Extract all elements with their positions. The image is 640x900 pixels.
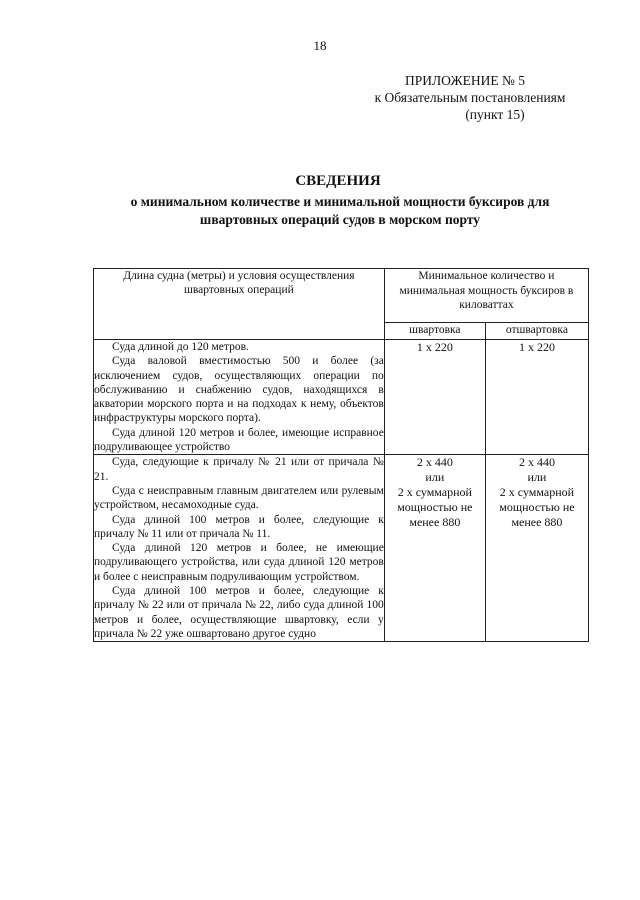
value-line: менее 880	[511, 515, 563, 530]
value-line: 2 х 440	[518, 455, 555, 470]
unmooring-value-cell	[485, 340, 588, 455]
condition-paragraph: Суда длиной до 120 метров.	[112, 341, 249, 353]
condition-paragraph: Суда длиной 120 метров и более, не имеющие подруливающего устройства, или суда длиной 120 метров и более с неисправным подруливающим устройством.	[94, 542, 384, 583]
tug-requirements-table	[93, 268, 589, 642]
appendix-clause: (пункт 15)	[465, 107, 525, 122]
condition-paragraph: Суда, следующие к причалу № 21 или от причала № 21.	[94, 456, 384, 483]
value-line: 2 х суммарной	[499, 485, 575, 500]
condition-paragraph: Суда длиной 100 метров и более, следующие к причалу № 11 или от причала № 11.	[94, 513, 384, 540]
appendix-title: ПРИЛОЖЕНИЕ № 5	[404, 73, 526, 88]
table-header-row	[94, 269, 589, 323]
value-line: 2 х 440	[416, 455, 453, 470]
document-subtitle: о минимальном количестве и минимальной мощности буксиров для швартовных операций судов в морском порту	[130, 194, 550, 227]
column-header-tug-requirements: Минимальное количество и минимальная мощность буксиров в киловаттах	[384, 269, 588, 323]
condition-paragraph: Суда длиной 100 метров и более, следующие к причалу № 22 или от причала № 22, либо суда длиной 100 метров и более, осуществляющие швартовку, если у причала № 22 уже ошвартовано другое судно	[94, 585, 384, 640]
condition-paragraph: Суда длиной 120 метров и более, имеющие исправное подруливающее устройство	[94, 426, 384, 454]
value-line: 1 х 220	[518, 340, 555, 354]
table-row	[94, 340, 589, 455]
column-header-conditions: Длина судна (метры) и условия осуществления швартовных операций	[94, 269, 385, 340]
value-line: или	[527, 470, 547, 485]
value-line: или	[425, 470, 445, 485]
condition-paragraph: Суда валовой вместимостью 500 и более (за исключением судов, осуществляющих операции по обслуживанию и снабжению судов, находящихся в акватории морского порта и на подходах к нему, объектов инфраструктуры морского порта).	[94, 355, 384, 425]
value-line: 2 х суммарной	[397, 485, 472, 500]
condition-paragraph: Суда с неисправным главным двигателем или рулевым устройством, несамоходные суда.	[94, 484, 384, 512]
conditions-cell	[94, 455, 385, 642]
table-row	[94, 455, 589, 642]
column-header-mooring: швартовка	[384, 323, 485, 340]
conditions-cell	[94, 340, 385, 455]
value-line: 1 х 220	[416, 340, 453, 354]
mooring-value-cell	[384, 455, 485, 642]
value-line: менее 880	[409, 515, 461, 530]
appendix-reference: к Обязательным постановлениям	[374, 90, 566, 105]
column-header-unmooring: отшвартовка	[485, 323, 588, 340]
page-number: 18	[313, 38, 327, 53]
value-line: мощностью не	[397, 500, 473, 515]
document-title: СВЕДЕНИЯ	[295, 173, 381, 189]
value-line: мощностью не	[499, 500, 575, 515]
mooring-value-cell	[384, 340, 485, 455]
unmooring-value-cell	[485, 455, 588, 642]
appendix-header	[325, 72, 605, 123]
